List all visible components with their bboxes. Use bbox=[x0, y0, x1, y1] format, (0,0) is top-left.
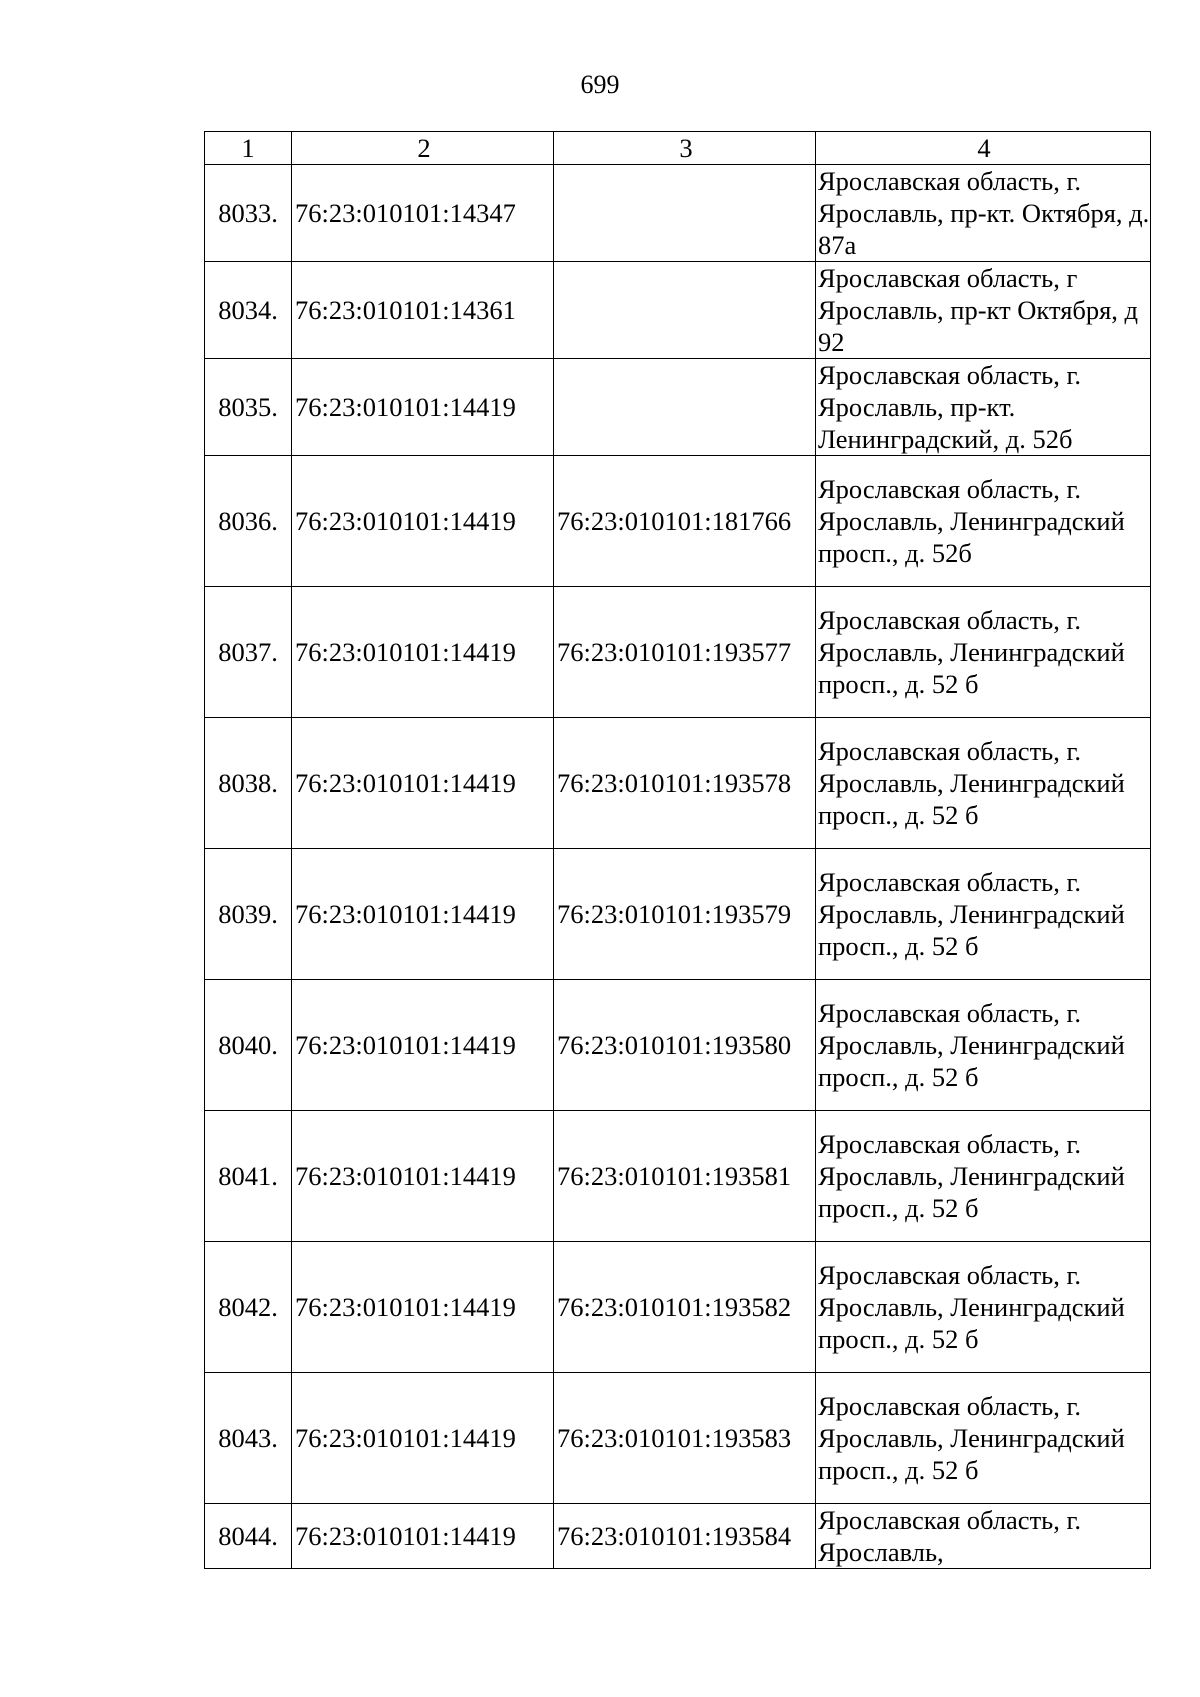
address: Ярославская область, г Ярославль, пр-кт Октября, д 92 bbox=[816, 262, 1151, 359]
cadastral-number: 76:23:010101:14419 bbox=[292, 1504, 554, 1569]
cadastral-number: 76:23:010101:14419 bbox=[292, 849, 554, 980]
cadastral-number: 76:23:010101:14419 bbox=[292, 1242, 554, 1373]
table-row bbox=[205, 165, 1151, 262]
table-row bbox=[205, 1504, 1151, 1569]
address: Ярославская область, г. Ярославль, Ленинградский просп., д. 52 б bbox=[816, 980, 1151, 1111]
cadastral-number: 76:23:010101:14419 bbox=[292, 1373, 554, 1504]
table-row bbox=[205, 849, 1151, 980]
address: Ярославская область, г. Ярославль, Ленинградский просп., д. 52 б bbox=[816, 718, 1151, 849]
row-number: 8044. bbox=[205, 1504, 292, 1569]
premises-cadastral-number: 76:23:010101:193584 bbox=[554, 1504, 816, 1569]
premises-cadastral-number: 76:23:010101:193579 bbox=[554, 849, 816, 980]
table-row bbox=[205, 1111, 1151, 1242]
table-row bbox=[205, 980, 1151, 1111]
column-header-4: 4 bbox=[816, 132, 1151, 165]
address: Ярославская область, г. Ярославль, Ленинградский просп., д. 52 б bbox=[816, 1373, 1151, 1504]
column-header-2: 2 bbox=[292, 132, 554, 165]
address: Ярославская область, г. Ярославль, Ленинградский просп., д. 52 б bbox=[816, 587, 1151, 718]
premises-cadastral-number bbox=[554, 262, 816, 359]
table-row bbox=[205, 718, 1151, 849]
column-header-3: 3 bbox=[554, 132, 816, 165]
cadastral-number: 76:23:010101:14419 bbox=[292, 456, 554, 587]
cadastral-number: 76:23:010101:14419 bbox=[292, 587, 554, 718]
table-row bbox=[205, 1242, 1151, 1373]
premises-cadastral-number bbox=[554, 359, 816, 456]
table-row bbox=[205, 262, 1151, 359]
row-number: 8036. bbox=[205, 456, 292, 587]
cadastral-number: 76:23:010101:14419 bbox=[292, 980, 554, 1111]
premises-cadastral-number: 76:23:010101:181766 bbox=[554, 456, 816, 587]
address: Ярославская область, г. Ярославль, bbox=[816, 1504, 1151, 1569]
cadastral-number: 76:23:010101:14419 bbox=[292, 718, 554, 849]
address: Ярославская область, г. Ярославль, Ленинградский просп., д. 52б bbox=[816, 456, 1151, 587]
table-row bbox=[205, 1373, 1151, 1504]
premises-cadastral-number: 76:23:010101:193578 bbox=[554, 718, 816, 849]
cadastral-number: 76:23:010101:14361 bbox=[292, 262, 554, 359]
row-number: 8035. bbox=[205, 359, 292, 456]
row-number: 8038. bbox=[205, 718, 292, 849]
premises-cadastral-number: 76:23:010101:193582 bbox=[554, 1242, 816, 1373]
row-number: 8043. bbox=[205, 1373, 292, 1504]
row-number: 8042. bbox=[205, 1242, 292, 1373]
row-number: 8033. bbox=[205, 165, 292, 262]
premises-cadastral-number: 76:23:010101:193577 bbox=[554, 587, 816, 718]
row-number: 8040. bbox=[205, 980, 292, 1111]
cadastral-number: 76:23:010101:14419 bbox=[292, 1111, 554, 1242]
column-header-1: 1 bbox=[205, 132, 292, 165]
address: Ярославская область, г. Ярославль, Ленинградский просп., д. 52 б bbox=[816, 1111, 1151, 1242]
address: Ярославская область, г. Ярославль, пр-кт. Ленинградский, д. 52б bbox=[816, 359, 1151, 456]
table-header-row bbox=[205, 132, 1151, 165]
premises-cadastral-number: 76:23:010101:193580 bbox=[554, 980, 816, 1111]
table-row bbox=[205, 587, 1151, 718]
table-row bbox=[205, 456, 1151, 587]
registry-table bbox=[204, 131, 1151, 1569]
address: Ярославская область, г. Ярославль, Ленинградский просп., д. 52 б bbox=[816, 1242, 1151, 1373]
row-number: 8037. bbox=[205, 587, 292, 718]
address: Ярославская область, г. Ярославль, пр-кт. Октября, д. 87а bbox=[816, 165, 1151, 262]
premises-cadastral-number: 76:23:010101:193581 bbox=[554, 1111, 816, 1242]
table-row bbox=[205, 359, 1151, 456]
row-number: 8034. bbox=[205, 262, 292, 359]
cadastral-number: 76:23:010101:14419 bbox=[292, 359, 554, 456]
premises-cadastral-number: 76:23:010101:193583 bbox=[554, 1373, 816, 1504]
row-number: 8039. bbox=[205, 849, 292, 980]
address: Ярославская область, г. Ярославль, Ленинградский просп., д. 52 б bbox=[816, 849, 1151, 980]
page-number: 699 bbox=[580, 70, 620, 99]
row-number: 8041. bbox=[205, 1111, 292, 1242]
cadastral-number: 76:23:010101:14347 bbox=[292, 165, 554, 262]
premises-cadastral-number bbox=[554, 165, 816, 262]
